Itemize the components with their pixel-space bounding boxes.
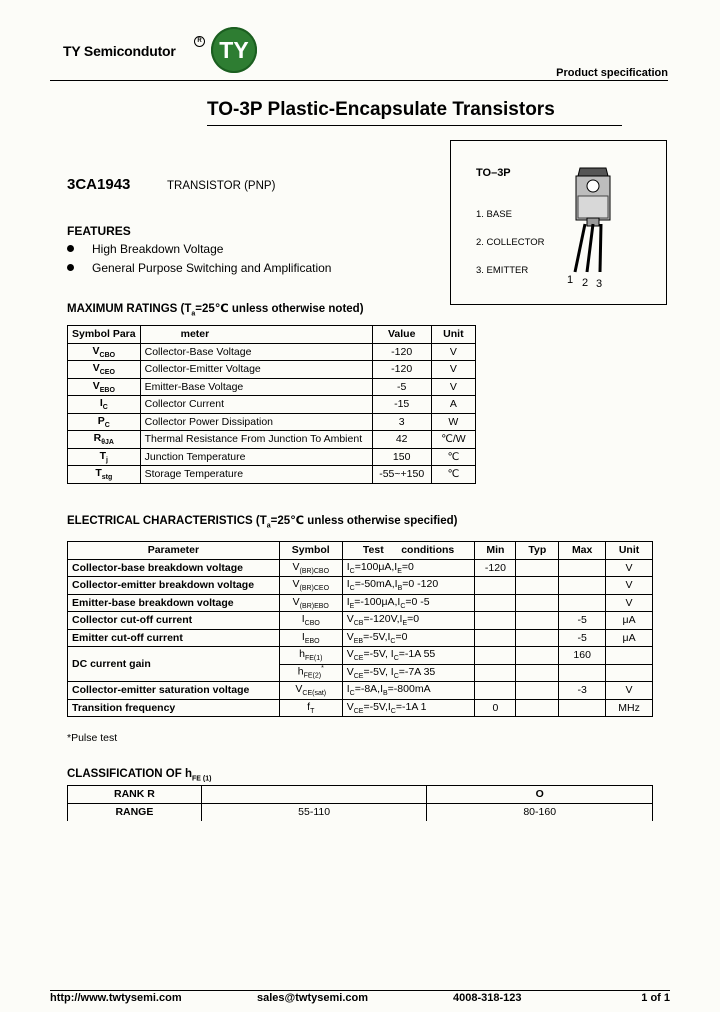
test-conditions: $V_{EB}=-5V,I_C=0$ <box>342 629 475 647</box>
unit-value: V <box>606 559 653 577</box>
unit-value <box>606 664 653 682</box>
characteristic-parameter: Collector-emitter breakdown voltage <box>68 577 280 595</box>
table-row <box>68 466 476 484</box>
characteristic-symbol: $h_{FE(2)}^*$ <box>279 664 342 682</box>
characteristic-symbol: $V_{(BR)CBO}$ <box>279 559 342 577</box>
rating-symbol: $V_{EBO}$ <box>68 378 141 396</box>
min-value <box>475 682 516 700</box>
rating-parameter: Junction Temperature <box>140 448 372 466</box>
typ-value <box>516 664 559 682</box>
min-value <box>475 647 516 665</box>
table-row <box>68 594 653 612</box>
table-row <box>68 343 476 361</box>
test-conditions: $I_C=-8A,I_B=-800mA$ <box>342 682 475 700</box>
test-conditions: $V_{CE}=-5V$, $I_C=-7A$ 35 <box>342 664 475 682</box>
rating-value: -120 <box>372 361 431 379</box>
col-header-unit: Unit <box>606 542 653 560</box>
table-row <box>68 612 653 630</box>
col-header-unit: Unit <box>431 326 475 344</box>
typ-value <box>516 559 559 577</box>
feature-item: General Purpose Switching and Amplification <box>92 261 332 275</box>
col-header-parameter: meter <box>140 326 372 344</box>
unit-value: V <box>606 594 653 612</box>
range-r: 55-110 <box>201 803 427 821</box>
features-heading: FEATURES <box>67 224 131 238</box>
characteristic-symbol: $I_{CBO}$ <box>279 612 342 630</box>
rating-symbol: $V_{CBO}$ <box>68 343 141 361</box>
max-value <box>559 577 606 595</box>
rating-value: -5 <box>372 378 431 396</box>
rating-value: -120 <box>372 343 431 361</box>
table-row <box>68 786 653 804</box>
rating-parameter: Collector Current <box>140 396 372 414</box>
max-value <box>559 699 606 717</box>
characteristic-parameter: Emitter-base breakdown voltage <box>68 594 280 612</box>
table-row <box>68 699 653 717</box>
max-value: -3 <box>559 682 606 700</box>
test-conditions: $I_E=-100\mu A,I_C=0$ -5 <box>342 594 475 612</box>
typ-value <box>516 612 559 630</box>
unit-value: V <box>606 577 653 595</box>
col-header-symbol: Symbol <box>279 542 342 560</box>
classification-heading: CLASSIFICATION OF $h_{FE (1)}$ <box>67 768 212 783</box>
rating-symbol: $R_{\theta JA}$ <box>68 431 141 449</box>
test-conditions: $I_C=100\mu A,I_E=0$ <box>342 559 475 577</box>
table-row <box>68 361 476 379</box>
test-conditions: $I_C=-50mA,I_B=0$ -120 <box>342 577 475 595</box>
test-conditions: $V_{CE}=-5V$, $I_C=-1A$ 55 <box>342 647 475 665</box>
col-header-parameter: Parameter <box>68 542 280 560</box>
rating-parameter: Thermal Resistance From Junction To Ambient <box>140 431 372 449</box>
pin-2-label: 2. COLLECTOR <box>476 237 545 248</box>
typ-value <box>516 577 559 595</box>
table-row <box>68 396 476 414</box>
characteristic-parameter: Emitter cut-off current <box>68 629 280 647</box>
header-divider <box>50 80 668 81</box>
title-underline <box>207 125 622 126</box>
pin-3-label: 3. EMITTER <box>476 265 529 276</box>
max-value <box>559 594 606 612</box>
min-value: 0 <box>475 699 516 717</box>
typ-value <box>516 594 559 612</box>
min-value <box>475 629 516 647</box>
pin-number-1: 1 <box>567 274 574 286</box>
pin-number-3: 3 <box>596 278 603 290</box>
max-value: 160 <box>559 647 606 665</box>
typ-value <box>516 682 559 700</box>
characteristic-symbol: $V_{CE(sat)}$ <box>279 682 342 700</box>
test-conditions: $V_{CE}=-5V,I_C=-1A$ 1 <box>342 699 475 717</box>
characteristic-symbol: $V_{(BR)CEO}$ <box>279 577 342 595</box>
typ-value <box>516 699 559 717</box>
characteristic-symbol: $f_T$ <box>279 699 342 717</box>
package-box <box>450 140 667 305</box>
rating-unit: A <box>431 396 475 414</box>
pulse-test-note: *Pulse test <box>67 732 118 744</box>
bullet-icon <box>67 264 74 271</box>
bullet-icon <box>67 245 74 252</box>
company-logo: TY <box>211 27 257 73</box>
col-header-test-conditions: Test conditions <box>342 542 475 560</box>
unit-value: μA <box>606 629 653 647</box>
rating-value: 3 <box>372 413 431 431</box>
table-row <box>68 378 476 396</box>
min-value <box>475 664 516 682</box>
col-header-max: Max <box>559 542 606 560</box>
table-row <box>68 629 653 647</box>
rating-unit: ℃/W <box>431 431 475 449</box>
pin-1-label: 1. BASE <box>476 209 512 220</box>
table-row <box>68 577 653 595</box>
table-row <box>68 559 653 577</box>
rating-unit: W <box>431 413 475 431</box>
unit-value <box>606 647 653 665</box>
col-header-symbol: Symbol Para <box>68 326 141 344</box>
rating-unit: V <box>431 343 475 361</box>
col-header-value: Value <box>372 326 431 344</box>
table-header-row <box>68 326 476 344</box>
min-value <box>475 612 516 630</box>
table-row <box>68 448 476 466</box>
rating-value: -55~+150 <box>372 466 431 484</box>
characteristic-parameter: Collector cut-off current <box>68 612 280 630</box>
rating-symbol: $P_C$ <box>68 413 141 431</box>
unit-value: μA <box>606 612 653 630</box>
rating-parameter: Collector-Emitter Voltage <box>140 361 372 379</box>
table-row <box>68 431 476 449</box>
table-row <box>68 682 653 700</box>
rating-value: -15 <box>372 396 431 414</box>
page-title: TO-3P Plastic-Encapsulate Transistors <box>207 99 555 120</box>
registered-mark: R <box>194 36 205 47</box>
range-o: 80-160 <box>427 803 653 821</box>
table-row <box>68 413 476 431</box>
electrical-characteristics-heading: ELECTRICAL CHARACTERISTICS ($T_a=25℃$ unless otherwise specified) <box>67 515 458 530</box>
table-row <box>68 803 653 821</box>
characteristic-symbol: $h_{FE(1)}$ <box>279 647 342 665</box>
rating-symbol: $I_C$ <box>68 396 141 414</box>
unit-value: MHz <box>606 699 653 717</box>
rating-unit: V <box>431 378 475 396</box>
max-ratings-heading: MAXIMUM RATINGS ($T_a=25℃$ unless otherwise noted) <box>67 303 364 318</box>
rank-label: RANK R <box>68 786 202 804</box>
col-header-typ: Typ <box>516 542 559 560</box>
rating-value: 150 <box>372 448 431 466</box>
footer-page-number: 1 of 1 <box>641 992 670 1004</box>
test-conditions: $V_{CB}=-120V,I_E=0$ <box>342 612 475 630</box>
min-value <box>475 577 516 595</box>
typ-value <box>516 647 559 665</box>
min-value <box>475 594 516 612</box>
rank-o: O <box>427 786 653 804</box>
feature-item: High Breakdown Voltage <box>92 242 224 256</box>
max-value: -5 <box>559 629 606 647</box>
characteristic-parameter: DC current gain <box>68 647 280 682</box>
rating-unit: ℃ <box>431 466 475 484</box>
rating-symbol: $T_{stg}$ <box>68 466 141 484</box>
characteristic-symbol: $V_{(BR)EBO}$ <box>279 594 342 612</box>
footer-email[interactable]: sales@twtysemi.com <box>257 992 368 1004</box>
package-name: TO–3P <box>476 167 511 179</box>
rating-unit: V <box>431 361 475 379</box>
rating-parameter: Collector-Base Voltage <box>140 343 372 361</box>
part-type: TRANSISTOR (PNP) <box>167 180 276 192</box>
rank-r-cell <box>201 786 427 804</box>
footer-url[interactable]: http://www.twtysemi.com <box>50 992 182 1004</box>
footer-phone: 4008-318-123 <box>453 992 522 1004</box>
classification-table <box>67 785 653 821</box>
to3p-package-icon <box>566 162 616 274</box>
characteristic-symbol: $I_{EBO}$ <box>279 629 342 647</box>
range-label: RANGE <box>68 803 202 821</box>
unit-value: V <box>606 682 653 700</box>
rating-parameter: Storage Temperature <box>140 466 372 484</box>
characteristic-parameter: Collector-emitter saturation voltage <box>68 682 280 700</box>
part-number: 3CA1943 <box>67 176 131 193</box>
brand-name: TY Semicondutor <box>63 43 176 59</box>
footer-divider <box>50 990 670 991</box>
rating-parameter: Collector Power Dissipation <box>140 413 372 431</box>
max-value <box>559 559 606 577</box>
table-row <box>68 647 653 665</box>
maximum-ratings-table <box>67 325 476 484</box>
rating-unit: ℃ <box>431 448 475 466</box>
col-header-min: Min <box>475 542 516 560</box>
table-header-row <box>68 542 653 560</box>
characteristic-parameter: Transition frequency <box>68 699 280 717</box>
max-value: -5 <box>559 612 606 630</box>
max-value <box>559 664 606 682</box>
rating-value: 42 <box>372 431 431 449</box>
min-value: -120 <box>475 559 516 577</box>
pin-number-2: 2 <box>582 277 589 289</box>
product-specification-label: Product specification <box>556 67 668 79</box>
rating-parameter: Emitter-Base Voltage <box>140 378 372 396</box>
characteristic-parameter: Collector-base breakdown voltage <box>68 559 280 577</box>
typ-value <box>516 629 559 647</box>
rating-symbol: $T_j$ <box>68 448 141 466</box>
electrical-characteristics-table <box>67 541 653 717</box>
rating-symbol: $V_{CEO}$ <box>68 361 141 379</box>
